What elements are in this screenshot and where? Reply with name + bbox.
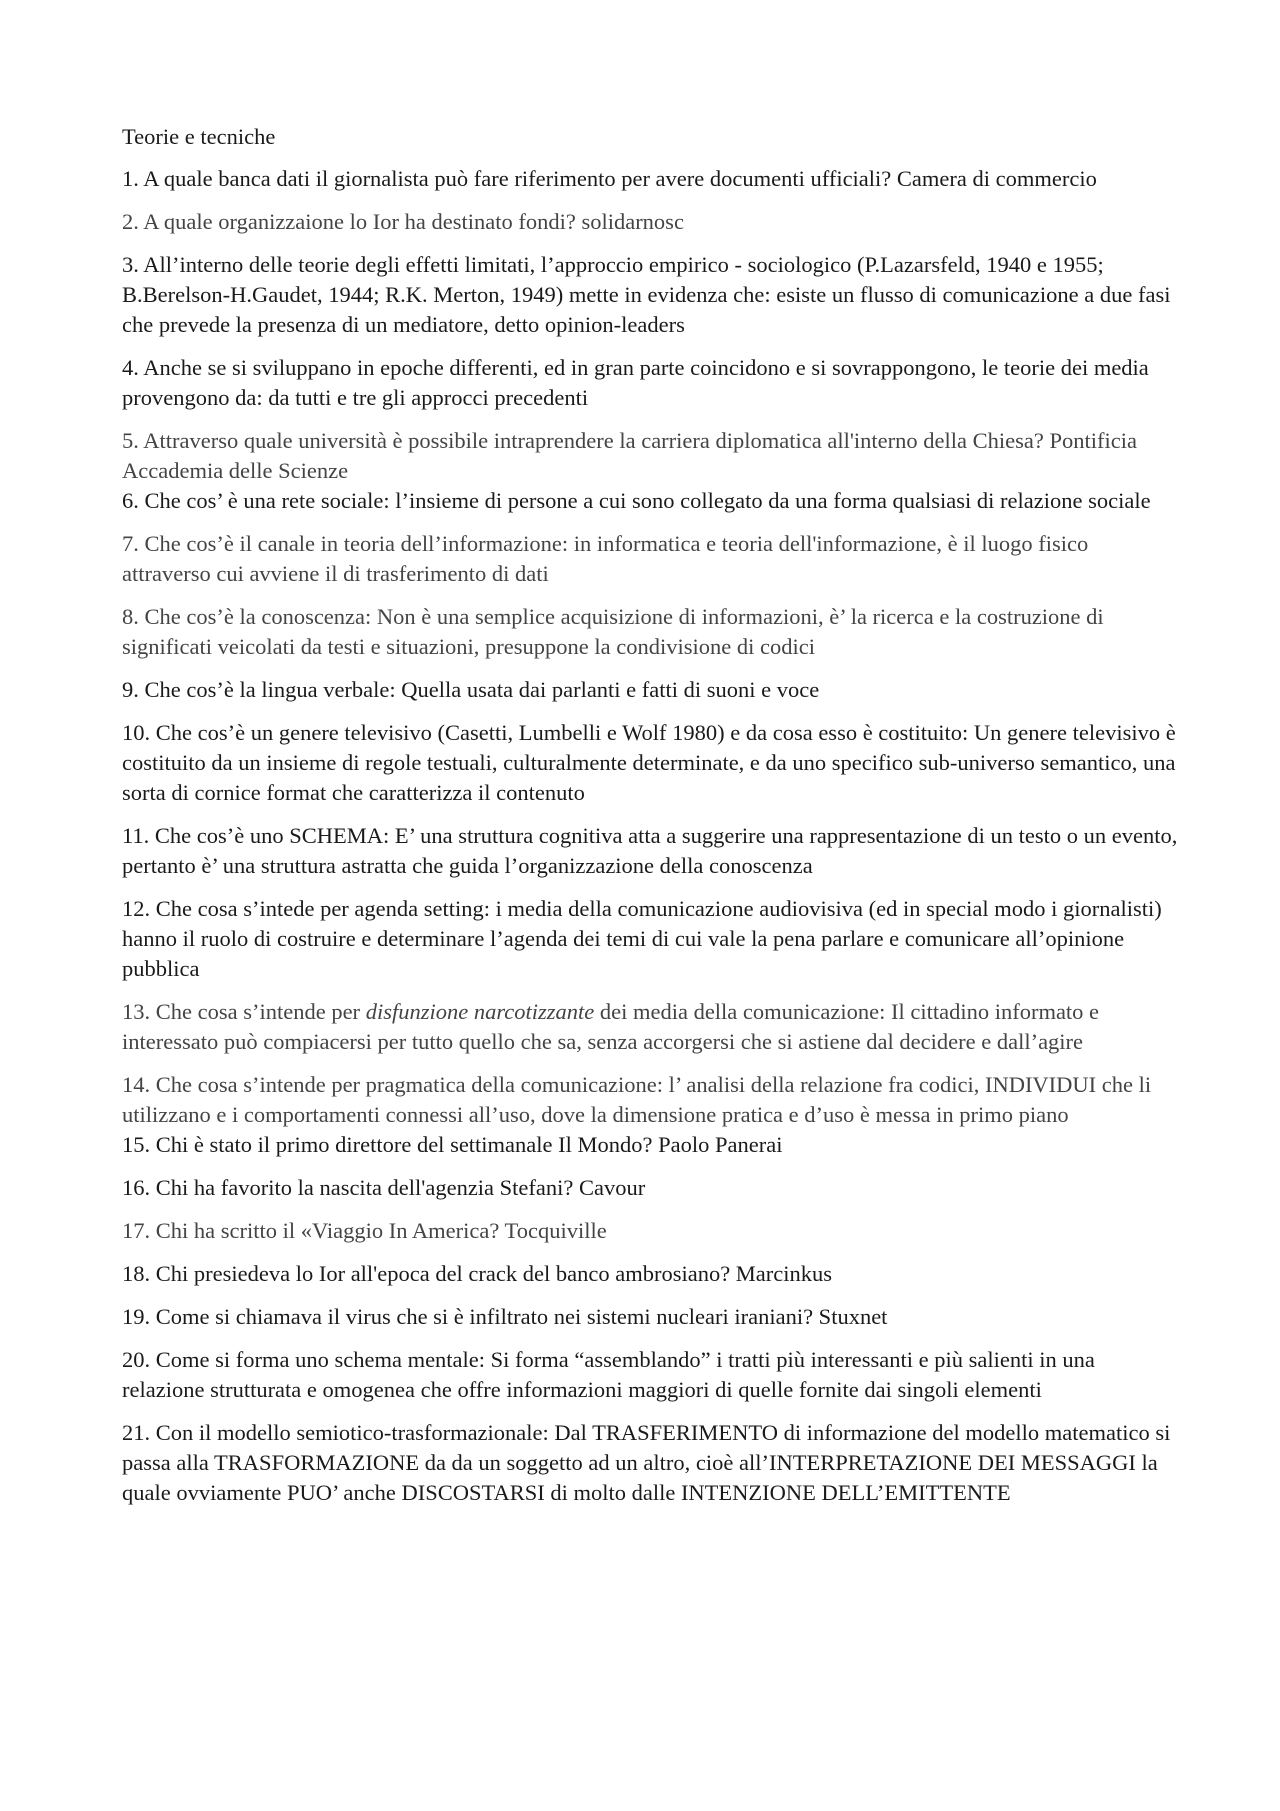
document-title: Teorie e tecniche [122,124,276,149]
question-item-13-before: 13. Che cosa s’intende per [122,999,366,1024]
question-item-10: 10. Che cos’è un genere televisivo (Casetti, Lumbelli e Wolf 1980) e da cosa esso è costituito: Un genere televisivo è costituito da un insieme di regole testuali, culturalmente determinate, e da uno specifico sub-universo semantico, una sorta di cornice format che caratterizza il contenuto [122,720,1176,805]
question-item-9: 9. Che cos’è la lingua verbale: Quella usata dai parlanti e fatti di suoni e voce [122,677,820,702]
question-item-8: 8. Che cos’è la conoscenza: Non è una semplice acquisizione di informazioni, è’ la ricerca e la costruzione di significati veicolati da testi e situazioni, presuppone la condivisione di codici [122,604,1104,659]
question-item-12: 12. Che cosa s’intede per agenda setting: i media della comunicazione audiovisiva (ed in special modo i giornalisti) hanno il ruolo di costruire e determinare l’agenda dei temi di cui vale la pena parlare e comunicare all’opinione pubblica [122,896,1162,981]
question-item-7: 7. Che cos’è il canale in teoria dell’informazione: in informatica e teoria dell'informazione, è il luogo fisico attraverso cui avviene il di trasferimento di dati [122,531,1089,586]
question-item-15: 15. Chi è stato il primo direttore del settimanale Il Mondo? Paolo Panerai [122,1132,783,1157]
question-item-16: 16. Chi ha favorito la nascita dell'agenzia Stefani? Cavour [122,1175,646,1200]
question-item-19: 19. Come si chiamava il virus che si è infiltrato nei sistemi nucleari iraniani? Stuxnet [122,1304,888,1329]
question-item-3: 3. All’interno delle teorie degli effetti limitati, l’approccio empirico - sociologico (P.Lazarsfeld, 1940 e 1955; B.Berelson-H.Gaudet, 1944; R.K. Merton, 1949) mette in evidenza che: esiste un flusso di comunicazione a due fasi che prevede la presenza di un mediatore, detto opinion-leaders [122,252,1171,337]
question-item-21: 21. Con il modello semiotico-trasformazionale: Dal TRASFERIMENTO di informazione del modello matematico si passa alla TRASFORMAZIONE da da un soggetto ad un altro, cioè all’INTERPRETAZIONE DEI MESSAGGI la quale ovviamente PUO’ anche DISCOSTARSI di molto dalle INTENZIONE DELL’EMITTENTE [122,1420,1171,1505]
question-item-20: 20. Come si forma uno schema mentale: Si forma “assemblando” i tratti più interessanti e più salienti in una relazione strutturata e omogenea che offre informazioni maggiori di quelle fornite dai singoli elementi [122,1347,1095,1402]
question-item-2: 2. A quale organizzaione lo Ior ha destinato fondi? solidarnosc [122,209,684,234]
question-item-6: 6. Che cos’ è una rete sociale: l’insieme di persone a cui sono collegato da una forma qualsiasi di relazione sociale [122,488,1151,513]
question-item-13-italic: disfunzione narcotizzante [365,999,595,1024]
question-item-11: 11. Che cos’è uno SCHEMA: E’ una struttura cognitiva atta a suggerire una rappresentazione di un testo o un evento, pertanto è’ una struttura astratta che guida l’organizzazione della conoscenza [122,823,1178,878]
question-item-5: 5. Attraverso quale università è possibile intraprendere la carriera diplomatica all'interno della Chiesa? Pontificia Accademia delle Scienze [122,428,1137,483]
question-item-4: 4. Anche se si sviluppano in epoche differenti, ed in gran parte coincidono e si sovrappongono, le teorie dei media provengono da: da tutti e tre gli approcci precedenti [122,355,1149,410]
question-item-17: 17. Chi ha scritto il «Viaggio In America? Tocquiville [122,1218,607,1243]
document-page [122,122,1182,1521]
question-item-18: 18. Chi presiedeva lo Ior all'epoca del crack del banco ambrosiano? Marcinkus [122,1261,833,1286]
question-item-14: 14. Che cosa s’intende per pragmatica della comunicazione: l’ analisi della relazione fra codici, INDIVIDUI che li utilizzano e i comportamenti connessi all’uso, dove la dimensione pratica e d’uso è messa in primo piano [122,1072,1152,1127]
question-item-13 [122,997,1182,1057]
question-item-13-after: dei media della comunicazione: Il cittadino informato e interessato può compiacersi per tutto quello che sa, senza accorgersi che si astiene dal decidere e dall’agire [122,999,1100,1054]
question-item-1: 1. A quale banca dati il giornalista può fare riferimento per avere documenti ufficiali? Camera di commercio [122,166,1097,191]
